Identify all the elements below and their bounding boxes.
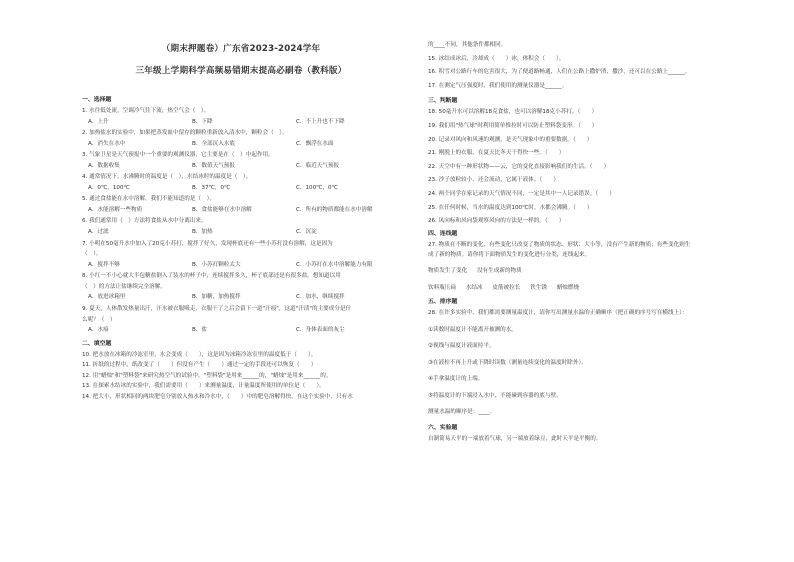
- step-5: ⑤将温度计的下端浸入水中，不能碰到容器的底与壁。: [428, 392, 562, 399]
- question-12: 12. 用"蜡烛"和"塑料袋"来研究热空气的试验中，"塑料袋"是用来______的，"蜡烛"是用来______的。: [82, 372, 332, 379]
- section-heading-judge: 三、判断题: [428, 98, 458, 105]
- question-10: 10. 把水放在冰箱的冷冻室里，水会变成（ ），这是因为冰箱冷冻室里的温度低于（ ）。: [82, 351, 317, 358]
- question-13: 13. 在探索水结冰的实验中，我们需要用（ ）来测量温度，计量温度所使用的单位是（ ）。: [82, 383, 325, 390]
- question-29: 自制简易天平的一端放着气球，另一端放着绿豆，此时天平是平衡的。: [428, 436, 602, 443]
- option: A．搅拌不够: [88, 261, 120, 268]
- match-item[interactable]: 饮料瓶压扁: [428, 284, 456, 291]
- option: C．临近天气预报: [296, 162, 340, 169]
- option: C．小苏打在水中溶解能力有限: [296, 261, 373, 268]
- option: B．数值天气预报: [192, 162, 235, 169]
- question-7-options: [82, 260, 400, 272]
- section-heading-experiment: 六、实验题: [428, 425, 458, 432]
- question-28: 28. 在许多实验中，我们都需要测量温度计，请你写出测量水温的正确顺序（把正确的序号写在横线上）：: [428, 309, 688, 316]
- section-heading-order: 五、排序题: [428, 298, 458, 305]
- left-column: [82, 38, 400, 403]
- question-8-cont: （ ）的方法让盐继续完全溶解。: [82, 283, 166, 290]
- question-23: 23. 沙子放粒较小，还会流动，它属于液体。（ ）: [428, 177, 559, 184]
- step-1: ①读数时温度计不能离开被测的水。: [428, 326, 517, 333]
- option: B．下降: [192, 118, 213, 125]
- option: B．加糖，加热搅拌: [192, 294, 241, 301]
- option: B．全部沉入水底: [192, 140, 235, 147]
- question-7: 7. 小明在50毫升水中加入了20克小苏打，搅拌了好久，发现杯底还有一些小苏打没有溶解，这是因为: [82, 240, 333, 247]
- option: A．上升: [88, 118, 109, 125]
- question-6-options: [82, 227, 400, 239]
- option: A．水痕: [88, 327, 109, 334]
- option: A．0℃，100℃: [88, 184, 130, 191]
- option: A．过滤: [88, 229, 109, 236]
- question-7-cont: （ ）。: [82, 251, 102, 258]
- question-27: 27. 物质在不断的变化，有些变化只改变了物质的状态、形状、大小等，没有产生新的物质；有些变化则生: [428, 241, 691, 248]
- question-11: 11. 折纸的过程中，纸改变了（ ）但没有产生（ ）通过一定的手段还可以恢复（ ）: [82, 362, 317, 369]
- option: C．沉淀: [296, 229, 317, 236]
- question-14-cont: 的____不同，其他条件都相同。: [428, 42, 507, 48]
- question-8-options: [82, 292, 400, 304]
- question-21: 21. 刚脱上的衣服，在夏天比冬天干得快一些。（ ）: [428, 150, 565, 157]
- question-16: 16. 积雪对公路行车的危害很大，为了便道路畅通，人们在公路上撒炉渣、撒沙，还可以在公路上______。: [428, 69, 691, 76]
- option: C．飘浮在水面: [296, 140, 334, 147]
- option: B．37℃，0℃: [192, 184, 231, 191]
- question-6: 6. 我们通常用（ ）方法将食盐从水中分离出来。: [82, 218, 207, 225]
- question-3: 3. 气象卫星是天气预报中一个重要的观测仪器，它主要是在（ ）中起作用。: [82, 152, 274, 159]
- option: C．不上升也不下降: [296, 118, 345, 125]
- question-4: 4. 通常情况下，水沸腾时的温度是（ ），水结冰时的温度是（ ）。: [82, 174, 252, 181]
- page-title-line2: 三年级上学期科学高频易错期末提高必刷卷（教科版）: [135, 66, 347, 76]
- question-25: 25. 在任何时候，当水的温度达到100℃时，水都会沸腾。（ ）: [428, 204, 593, 211]
- question-24: 24. 两个同学在家记录的天气情况不同，一定是其中一人记录错误。（ ）: [428, 190, 615, 197]
- match-item[interactable]: 皮筋被拉长: [492, 284, 521, 291]
- option: C．加水，继续搅拌: [296, 294, 345, 301]
- option: B．食盐能够在水中溶解: [192, 206, 252, 213]
- question-1-options: [82, 117, 400, 129]
- question-27-cont: 成了新的物质。请你将下面物质发生的变化进行分类，连线起来。: [428, 252, 591, 259]
- match-category[interactable]: 没有生成新的物质: [476, 267, 522, 274]
- match-item[interactable]: 铁生锈: [530, 284, 547, 291]
- question-18: 18. 50毫升水可以溶解18克食盐，也可以溶解18克小苏打。（ ）: [428, 109, 598, 116]
- question-5-options: [82, 205, 400, 217]
- match-items: [428, 282, 750, 295]
- page-title-line1: （期末押题卷）广东省2023-2024学年: [161, 44, 321, 54]
- option: B．盐: [192, 327, 208, 334]
- option: C．所有的物质都能在水中溶解: [296, 206, 373, 213]
- question-2: 2. 加热盐水的实验中，如果把蒸发皿中留存的颗粒重新放入清水中，颗粒会（ ）。: [82, 130, 288, 137]
- question-19: 19. 我们用"热气球"时利用简单推拉时可以防止塑料袋变形。（ ）: [428, 122, 598, 129]
- title-block: [82, 38, 400, 82]
- question-20: 20. 记录对风向和风速的观测，是天气现象中的重要数据。（ ）: [428, 136, 593, 143]
- question-9-cont: 么呢？（ ）: [82, 316, 116, 323]
- question-5: 5. 通过食盐能在水中溶解，我们不能知道的是（ ）。: [82, 196, 215, 203]
- option: B．加热: [192, 229, 213, 236]
- option: C．身体表面的灰尘: [296, 327, 345, 334]
- match-category[interactable]: 物质发生了变化: [428, 267, 468, 274]
- question-17: 17. 在测定气压强度时，我们使用的测量仪器是______。: [428, 82, 568, 89]
- right-column: [428, 40, 750, 445]
- match-item[interactable]: 水结冰: [465, 284, 483, 291]
- question-4-options: [82, 183, 400, 195]
- option: A．数据收集: [88, 162, 120, 169]
- question-9: 9. 夏天，人体散发热量出汗，汗水被衣服吸走，衣服干了之后会留下一道"汗痕"，这道"汗渍"的主要成分是什: [82, 305, 352, 312]
- question-8: 8. 小红一不小心就大半包糖盐倒入了装水的杯子中，连续搅拌多久，杯子底部还是有很多盐。想知道以用: [82, 273, 341, 280]
- question-2-options: [82, 139, 400, 151]
- option: C．100℃，0℃: [296, 184, 338, 191]
- section-heading-choice: 一、选择题: [82, 97, 112, 103]
- question-9-options: [82, 325, 400, 337]
- option: A．放进冰箱里: [88, 294, 126, 301]
- step-3: ③在液柱不再上升或下降时读数（测量连续变化的温度时除外）。: [428, 359, 587, 366]
- step-2: ②视线与温度计液面持平。: [428, 343, 495, 350]
- section-heading-fill: 二、填空题: [82, 340, 112, 347]
- match-item[interactable]: 蜡烛燃烧: [556, 284, 580, 291]
- step-4: ④手拿温度计的上端。: [428, 376, 484, 383]
- option: B．小苏打颗粒太大: [192, 261, 241, 268]
- option: A．消失在水中: [88, 140, 126, 147]
- question-1: 1. 水往低处流，空调冷气往下流，热空气会（ ）。: [82, 108, 210, 114]
- option: A．水能溶解一些物质: [88, 206, 143, 213]
- order-answer[interactable]: 测量水温的顺序是：____。: [428, 409, 496, 416]
- section-heading-match: 四、连线题: [428, 230, 458, 237]
- question-22: 22. 天空中有一种形状物——云，它的变化直接影响我们的生活。（ ）: [428, 163, 610, 170]
- question-26: 26. 风向标和风向袋观察风向的方法是一样的。（ ）: [428, 218, 565, 225]
- question-14: 14. 把大小、形状相同的两块肥皂分别放入热水和冷水中，（ ）中的肥皂溶解得快，在这个实验中，只有水: [82, 394, 353, 400]
- question-15: 15. 冰结成冰后，冷却成（ ）冰，体积会（ ）。: [428, 55, 565, 62]
- question-3-options: [82, 161, 400, 173]
- match-categories: [428, 265, 750, 278]
